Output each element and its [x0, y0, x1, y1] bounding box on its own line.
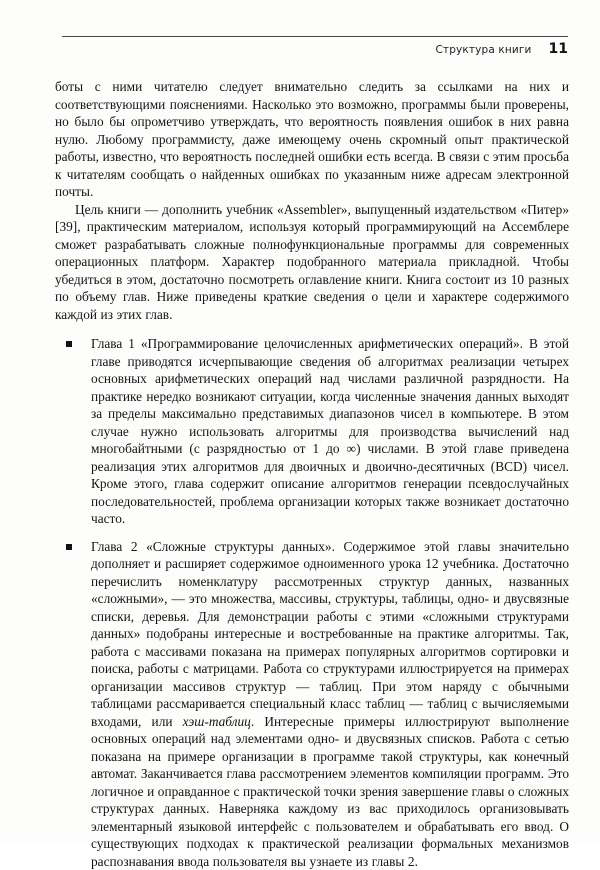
paragraph-book-purpose: Цель книги — дополнить учебник «Assembler», выпущенный издательством «Питер» [39], практическим материалом, используя который программирующий на Ассемблере сможет разрабатывать сложные полнофункциональные программы для современных операционных платформ. Характер подобранного материала прикладной. Чтобы убедиться в этом, достаточно посмотреть оглавление книги. Книга состоит из 10 разных по объему глав. Ниже приведены краткие сведения о цели и характере содержимого каждой из этих глав. [55, 201, 569, 324]
chapter-2-summary-part-1: Глава 2 «Сложные структуры данных». Содержимое этой главы значительно дополняет и расширяет содержимое одноименного урока 12 учебника. Достаточно перечислить номенклатуру рассмотренных структур данных, названных «сложными», — это множества, массивы, структуры, таблицы, одно- и двусвязные списки, деревья. Для демонстрации работы с этими «сложными структурами данных» подобраны интересные и востребованные на практике алгоритмы. Так, работа с массивами показана на примерах популярных алгоритмов сортировки и поиска, работы с матрицами. Работа со структурами иллюстрируется на примерах организации массивов структур — таблиц. При этом наряду с обычными таблицами рассмаривается специальный класс таблиц — таблиц с вычисляемыми входами, или [91, 539, 569, 729]
paragraph-continuation: боты с ними читателю следует внимательно следить за ссылками на них и соответствующими пояснениями. Насколько это возможно, программы были проверены, но было бы опрометчиво утверждать, что вероятность появления ошибок в них равна нулю. Любому программисту, даже имеющему очень скромный опыт практической работы, известно, что вероятность последней ошибки есть всегда. В связи с этим просьба к читателям сообщать о найденных ошибках по указанным ниже адресам электронной почты. [55, 78, 569, 201]
chapter-2-italic-term: хэш-таблиц [183, 714, 251, 729]
header-rule [62, 36, 568, 37]
square-bullet-icon [66, 544, 72, 550]
running-head [62, 36, 568, 64]
chapter-2-summary-part-2: . Интересные примеры иллюстрируют выполнение основных операций над элементами одно- и двусвязных списков. Работа с сетью показана на примере организации в программе такой структуры, как конечный автомат. Заканчивается глава рассмотрением элементов компиляции программ. Это логичное и оправданное с практической точки зрения завершение главы о сложных структурах данных. Наверняка каждому из вас приходилось организовывать элементарный языковой интерфейс с пользователем и обрабатывать его ввод. О существующих подходах к практической реализации формальных механизмов распознавания ввода пользователя вы узнаете из главы 2. [91, 714, 569, 869]
list-item [66, 538, 569, 870]
page-number: 11 [549, 41, 568, 57]
chapter-summary-list [55, 335, 569, 870]
page-body [55, 78, 569, 870]
list-item [66, 335, 569, 528]
header-line [435, 41, 568, 57]
running-head-title: Структура книги [435, 44, 531, 56]
square-bullet-icon [66, 341, 72, 347]
chapter-1-summary: Глава 1 «Программирование целочисленных арифметических операций». В этой главе приводятся исчерпывающие сведения об алгоритмах реализации четырех основных арифметических операций над числами различной разрядности. На практике нередко возникают ситуации, когда численные значения данных выходят за пределы максимально представимых диапазонов чисел в компьютере. В этом случае нужно использовать алгоритмы для производства вычислений над многобайтными (с разрядностью от 1 до ∞) числами. В этой главе приведена реализация этих алгоритмов для двоичных и двоично-десятичных (BCD) чисел. Кроме этого, глава содержит описание алгоритмов генерации псевдослучайных последовательностей, проблема организации которых также возникает достаточно часто. [91, 336, 569, 526]
